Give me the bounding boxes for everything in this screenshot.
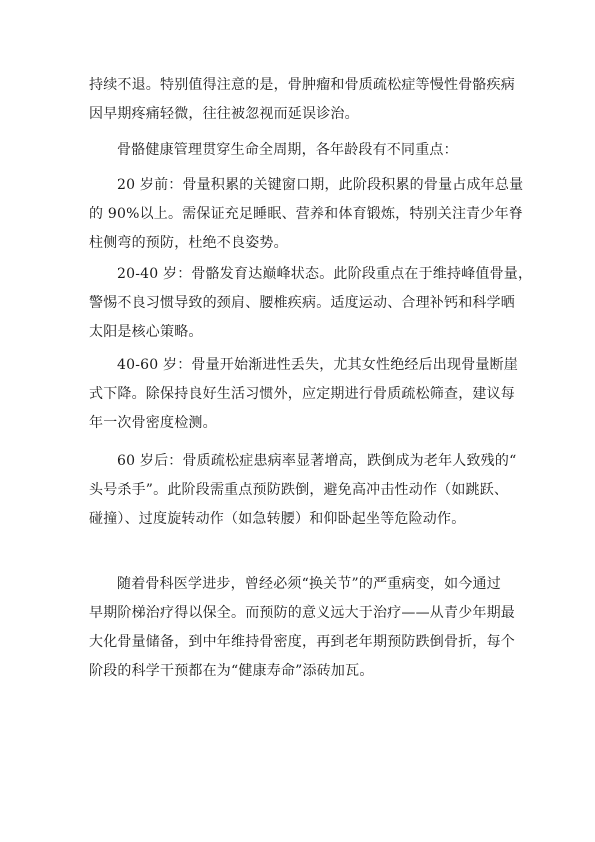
text-line: 20-40 岁：骨骼发育达巅峰状态。此阶段重点在于维持峰值骨量， [117,266,533,282]
text-line: 柱侧弯的预防，杜绝不良姿势。 [89,235,288,251]
paragraph-age-20-40 [89,260,533,347]
text-line: 的 90%以上。需保证充足睡眠、营养和体育锻炼，特别关注青少年脊 [89,206,523,222]
paragraph-age-under-20 [89,171,524,258]
paragraph-age-40-60 [89,351,519,438]
text-line: 警惕不良习惯导致的颈肩、腰椎疾病。适度运动、合理补钙和科学晒 [89,295,515,311]
text-line: 太阳是核心策略。 [89,324,203,340]
text-line: 早期阶梯治疗得以保全。而预防的意义远大于治疗——从青少年期最 [89,605,515,621]
text-line: 式下降。除保持良好生活习惯外，应定期进行骨质疏松筛查，建议每 [89,386,515,402]
text-line: 碰撞）、过度旋转动作（如急转腰）和仰卧起坐等危险动作。 [89,511,466,527]
text-line: 年一次骨密度检测。 [89,415,217,431]
text-line: 20 岁前：骨量积累的关键窗口期，此阶段积累的骨量占成年总量 [117,177,524,193]
text-line: 骨骼健康管理贯穿生命全周期，各年龄段有不同重点： [117,142,458,158]
text-line: 持续不退。特别值得注意的是，骨肿瘤和骨质疏松症等慢性骨骼疾病 [89,77,515,93]
text-line: 60 岁后：骨质疏松症患病率显著增高，跌倒成为老年人致残的“ [117,453,517,469]
paragraph-age-over-60 [89,447,517,534]
text-line: 头号杀手”。此阶段需重点预防跌倒，避免高冲击性动作（如跳跃、 [89,482,509,498]
text-line: 40-60 岁：骨量开始渐进性丢失，尤其女性绝经后出现骨量断崖 [117,357,519,373]
text-line: 随着骨科医学进步，曾经必须“换关节”的严重病变，如今通过 [117,576,501,592]
text-line: 阶段的科学干预都在为“健康寿命”添砖加瓦。 [89,663,374,679]
paragraph-lifecycle-intro [89,136,509,165]
paragraph-intro-continued [89,71,515,129]
text-line: 大化骨量储备，到中年维持骨密度，再到老年期预防跌倒骨折，每个 [89,634,515,650]
text-line: 因早期疼痛轻微，往往被忽视而延误诊治。 [89,106,359,122]
paragraph-conclusion [89,570,515,686]
